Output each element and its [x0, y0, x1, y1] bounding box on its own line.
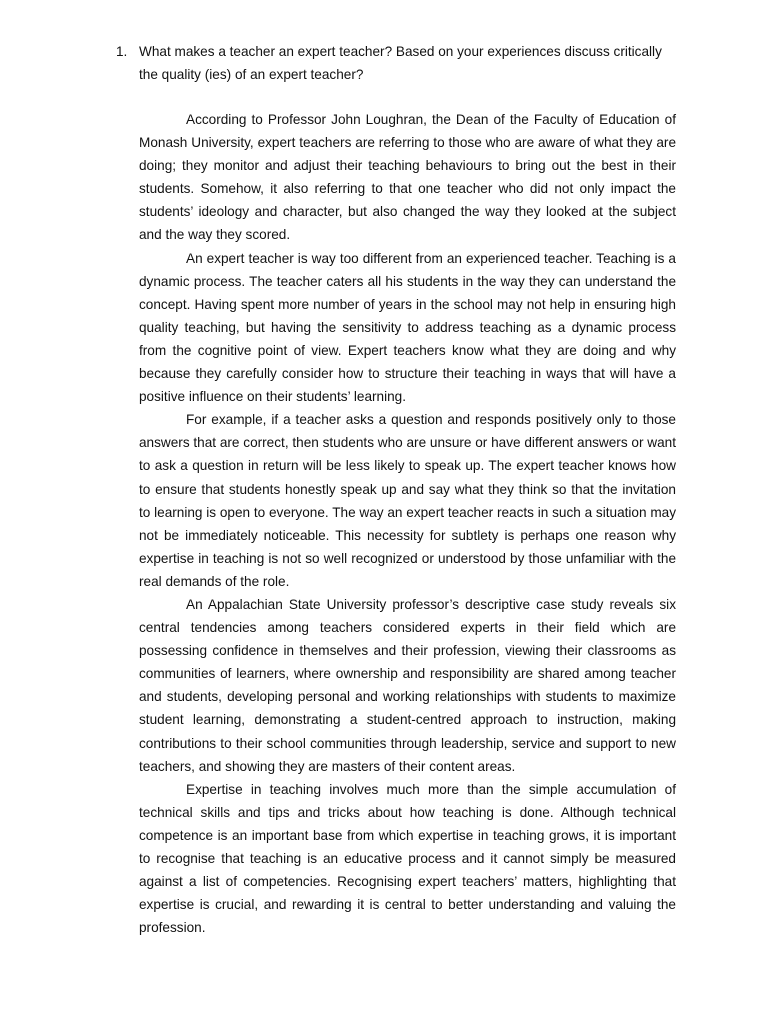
- question-item: [116, 40, 676, 86]
- paragraph-5: Expertise in teaching involves much more than the simple accumulation of technical skills and tips and tricks about how teaching is done. Although technical competence is an important base from which expertise in teaching grows, it is important to recognise that teaching is an educative process and it cannot simply be measured against a list of competencies. Recognising expert teachers’ matters, highlighting that expertise is crucial, and rewarding it is central to better understanding and valuing the profession.: [139, 781, 676, 936]
- answer-body: [139, 108, 676, 939]
- paragraph-4: An Appalachian State University professor’s descriptive case study reveals six central tendencies among teachers considered experts in their field which are possessing confidence in themselves and their profession, viewing their classrooms as communities of learners, where ownership and responsibility are shared among teacher and students, developing personal and working relationships with students to maximize student learning, demonstrating a student-centred approach to instruction, making contributions to their school communities through leadership, service and support to new teachers, and showing they are masters of their content areas.: [139, 596, 676, 774]
- paragraph-2: An expert teacher is way too different from an experienced teacher. Teaching is a dynamic process. The teacher caters all his students in the way they can understand the concept. Having spent more number of years in the school may not help in ensuring high quality teaching, but having the sensitivity to address teaching as a dynamic process from the cognitive point of view. Expert teachers know what they are doing and why because they carefully consider how to structure their teaching in ways that will have a positive influence on their students’ learning.: [139, 250, 676, 405]
- paragraph-3: For example, if a teacher asks a question and responds positively only to those answers that are correct, then students who are unsure or have different answers or want to ask a question in return will be less likely to speak up. The expert teacher knows how to ensure that students honestly speak up and say what they think so that the invitation to learning is open to everyone. The way an expert teacher reacts in such a situation may not be immediately noticeable. This necessity for subtlety is perhaps one reason why expertise in teaching is not so well recognized or understood by those unfamiliar with the real demands of the role.: [139, 412, 677, 589]
- paragraph-1: According to Professor John Loughran, the Dean of the Faculty of Education of Monash University, expert teachers are referring to those who are aware of what they are doing; they monitor and adjust their teaching behaviours to bring out the best in their students. Somehow, it also referring to that one teacher who did not only impact the students’ ideology and character, but also changed the way they looked at the subject and the way they scored.: [139, 112, 676, 243]
- question-text: What makes a teacher an expert teacher? Based on your experiences discuss critically the quality (ies) of an expert teacher?: [139, 44, 662, 82]
- question-number: 1.: [116, 44, 128, 59]
